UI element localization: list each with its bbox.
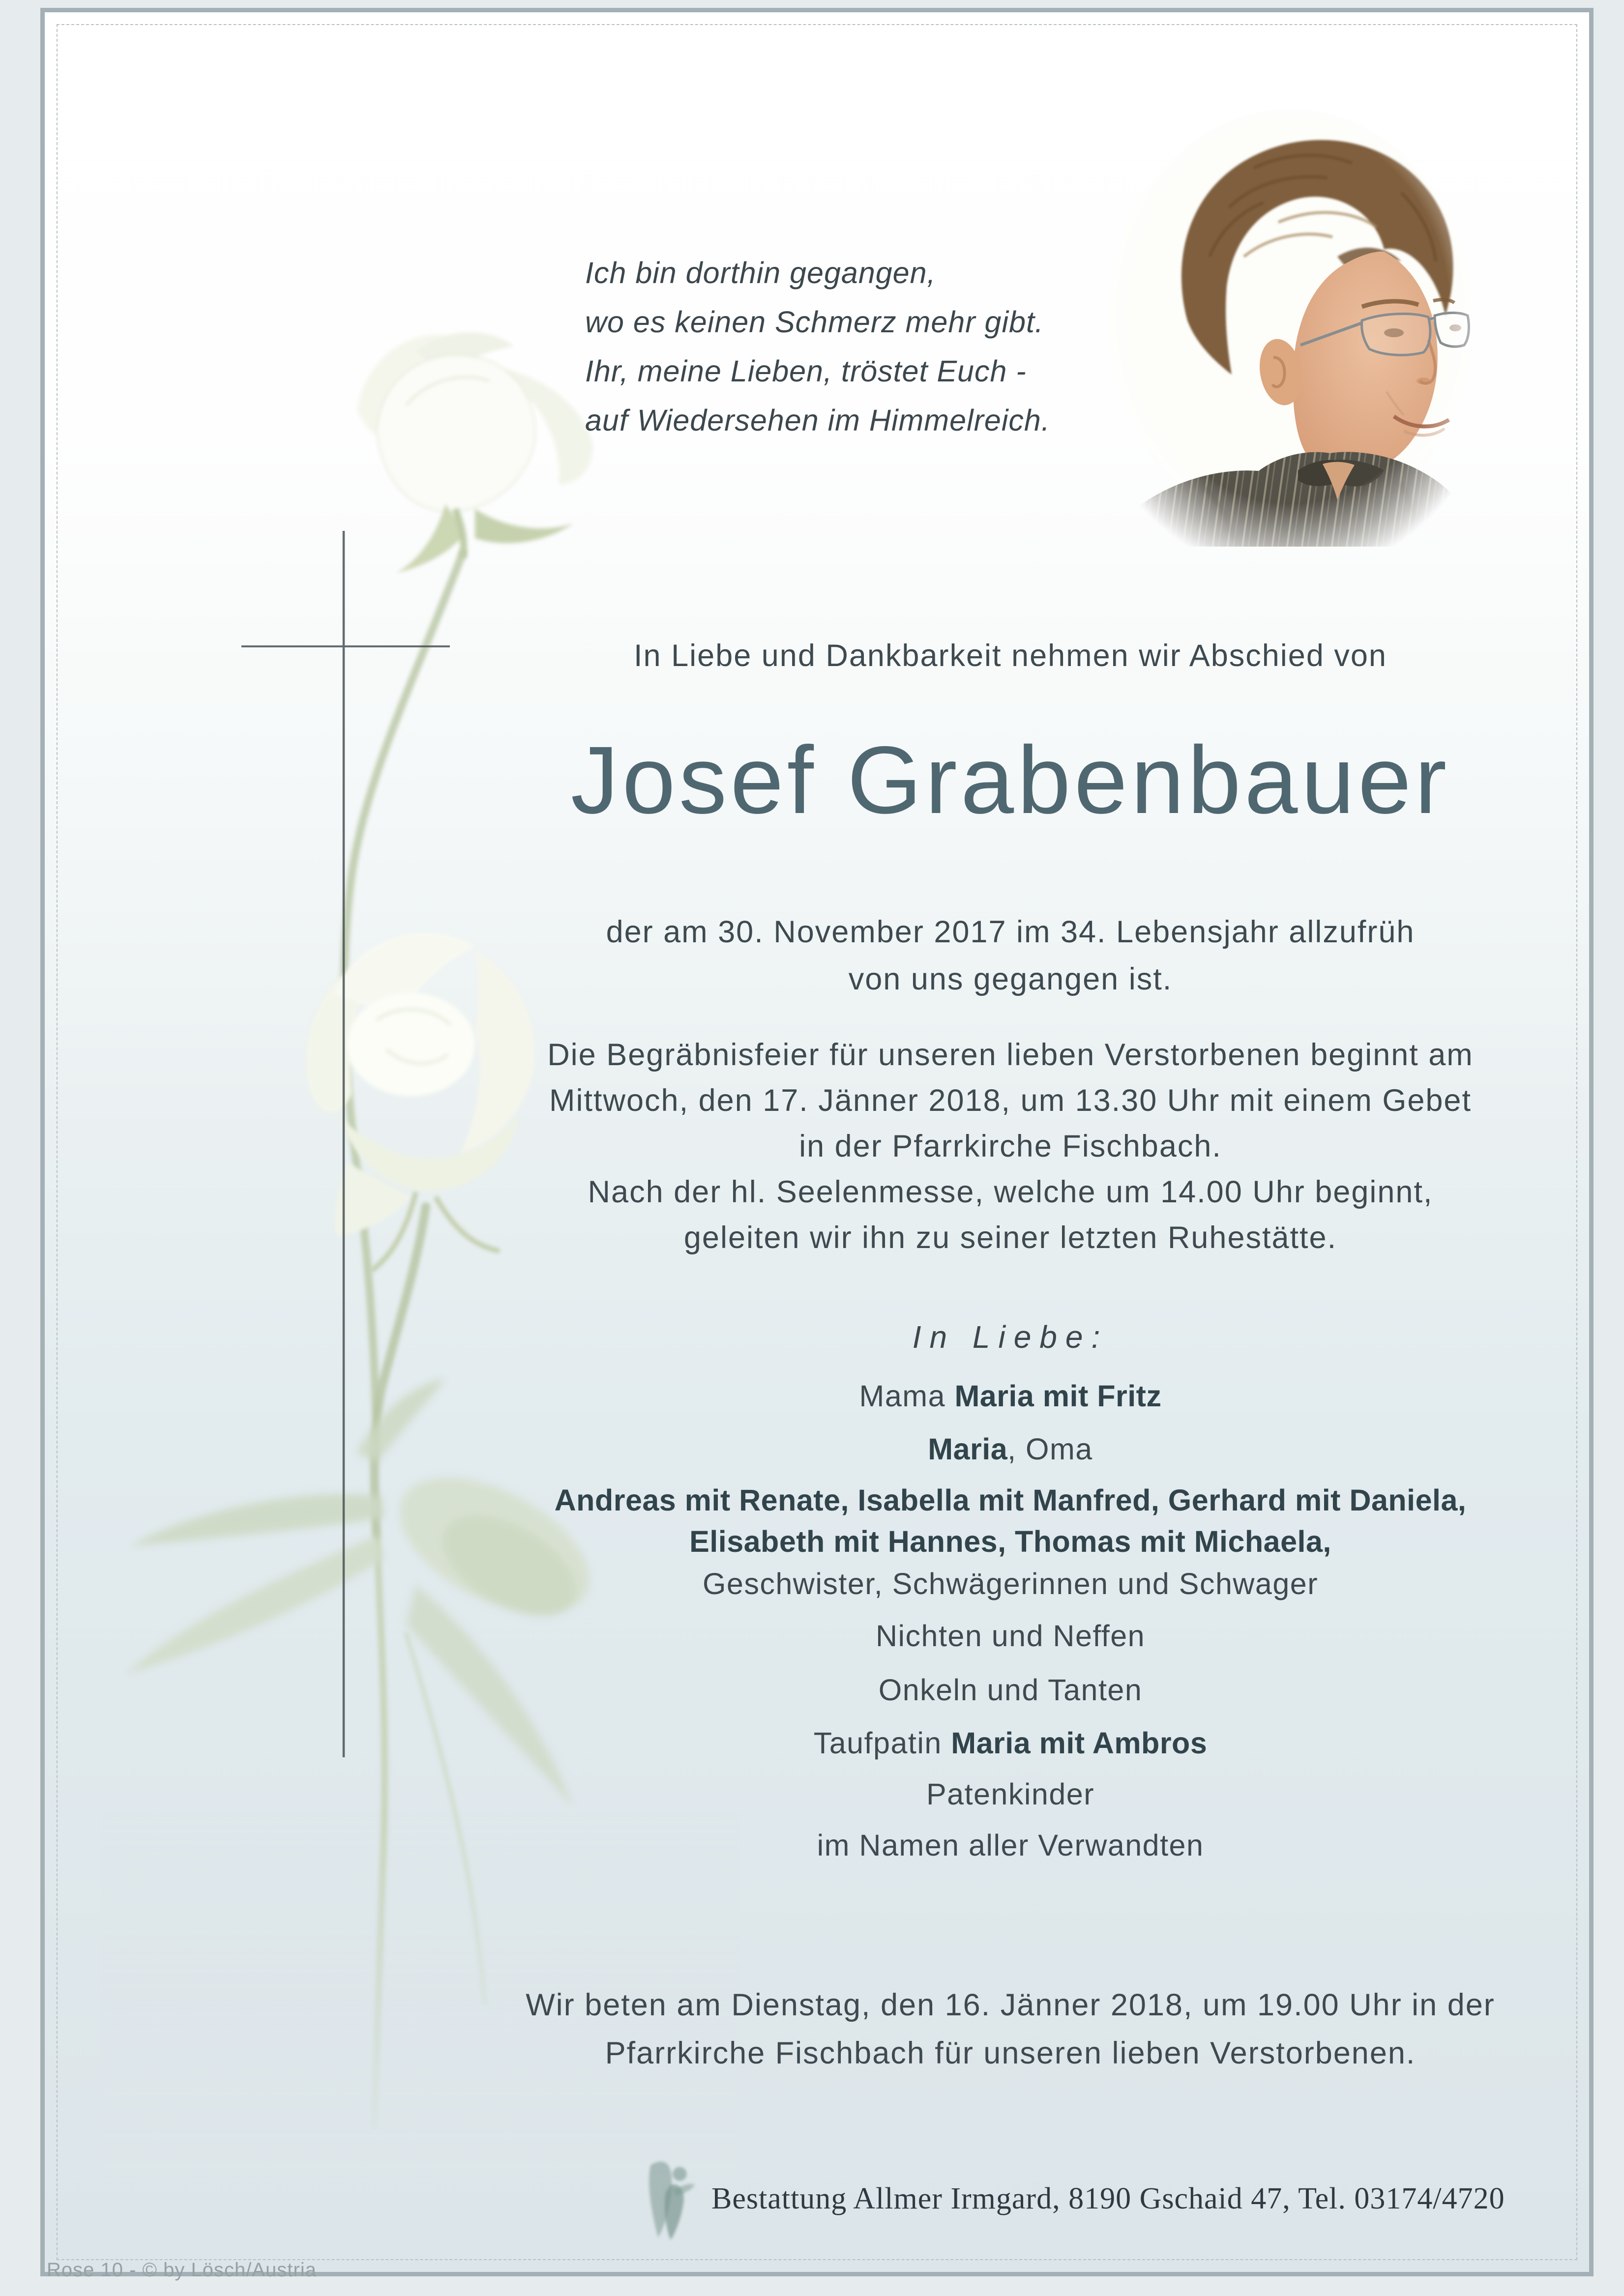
mourner-text: Onkeln und Tanten: [878, 1673, 1143, 1707]
prayer-line: Pfarrkirche Fischbach für unseren lieben Verstorbenen.: [605, 2036, 1416, 2070]
angel-head: [673, 2167, 686, 2180]
mourner-bold-name: Maria: [928, 1432, 1008, 1466]
angel-logo: [636, 2154, 701, 2250]
funeral-info-line: Die Begräbnisfeier für unseren lieben Verstorbenen beginnt am: [547, 1038, 1474, 1072]
death-note: [443, 908, 1578, 1003]
quote-line: Ich bin dorthin gegangen,: [585, 256, 936, 290]
memorial-quote: [585, 248, 1050, 445]
prayer-announcement: [443, 1981, 1578, 2077]
quote-line: Ihr, meine Lieben, tröstet Euch -: [585, 354, 1027, 388]
mourner-bold-name: Andreas mit Renate, Isabella mit Manfred, Gerhard mit Daniela,: [554, 1483, 1467, 1517]
mourners-list: [443, 1376, 1578, 1865]
mourner-line: [443, 1670, 1578, 1710]
mourner-line: [443, 1429, 1578, 1469]
quote-line: auf Wiedersehen im Himmelreich.: [585, 404, 1050, 437]
deceased-name: Josef Grabenbauer: [570, 727, 1450, 834]
mourner-text: Taufpatin: [813, 1726, 951, 1760]
mourner-bold-name: Elisabeth mit Hannes, Thomas mit Michaela,: [689, 1525, 1331, 1558]
portrait-photo: [1106, 109, 1475, 547]
mourner-text: Mama: [859, 1379, 955, 1413]
mourner-text: Geschwister, Schwägerinnen und Schwager: [702, 1567, 1319, 1600]
watermark-credit: Rose 10 - © by Lösch/Austria: [47, 2259, 317, 2281]
prayer-line: Wir beten am Dienstag, den 16. Jänner 2018, um 19.00 Uhr in der: [526, 1988, 1495, 2022]
mourner-text: im Namen aller Verwandten: [817, 1829, 1204, 1862]
funeral-info-line: in der Pfarrkirche Fischbach.: [799, 1129, 1222, 1163]
death-note-line: von uns gegangen ist.: [848, 962, 1173, 996]
mourner-line: [443, 1564, 1578, 1603]
mourner-line: [443, 1376, 1578, 1416]
mourner-line: [443, 1481, 1578, 1520]
mourner-line: [443, 1774, 1578, 1814]
mourner-line: [443, 1723, 1578, 1763]
mourner-bold-name: Maria mit Ambros: [951, 1726, 1208, 1760]
mourner-text: , Oma: [1007, 1432, 1093, 1466]
mourner-bold-name: Maria mit Fritz: [954, 1379, 1162, 1413]
mourner-text: Patenkinder: [926, 1777, 1095, 1811]
mourner-text: Nichten und Neffen: [875, 1619, 1146, 1653]
quote-line: wo es keinen Schmerz mehr gibt.: [585, 305, 1044, 339]
funeral-info: [443, 1032, 1578, 1261]
death-note-line: der am 30. November 2017 im 34. Lebensjahr allzufrüh: [606, 915, 1415, 949]
mourner-line: [443, 1522, 1578, 1561]
funeral-info-line: Mittwoch, den 17. Jänner 2018, um 13.30 Uhr mit einem Gebet: [549, 1083, 1472, 1118]
in-liebe-heading: In Liebe:: [912, 1319, 1109, 1355]
mourner-line: [443, 1616, 1578, 1656]
funeral-home-line: Bestattung Allmer Irmgard, 8190 Gschaid 47, Tel. 03174/4720: [711, 2182, 1505, 2215]
mourner-line: [443, 1826, 1578, 1865]
funeral-info-line: Nach der hl. Seelenmesse, welche um 14.00 Uhr beginnt,: [588, 1175, 1433, 1209]
farewell-intro-line: In Liebe und Dankbarkeit nehmen wir Abschied von: [634, 639, 1387, 673]
funeral-info-line: geleiten wir ihn zu seiner letzten Ruhestätte.: [683, 1221, 1337, 1255]
